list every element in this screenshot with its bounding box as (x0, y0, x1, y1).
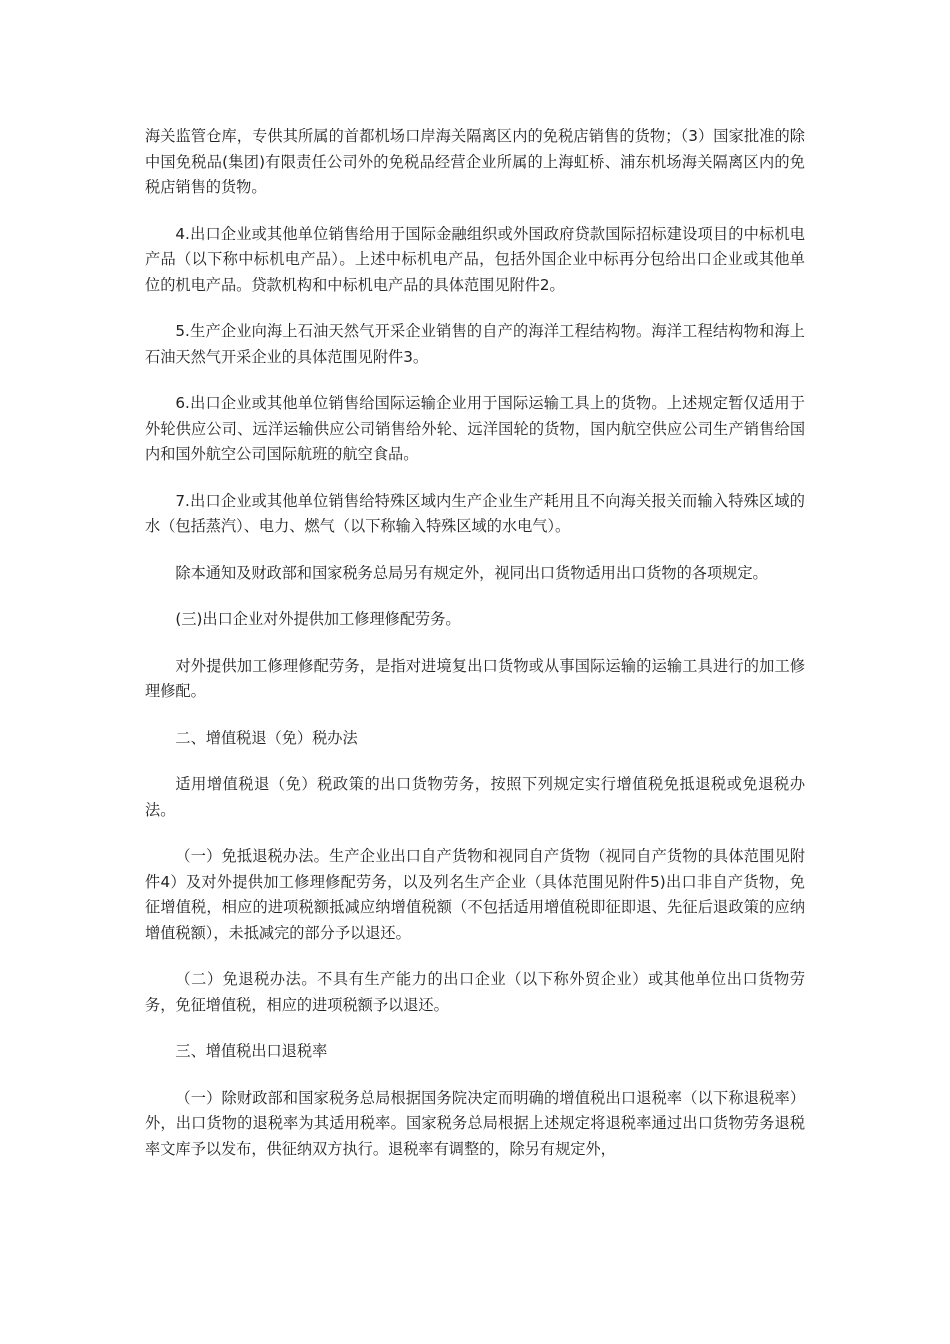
paragraph-item-6: 6.出口企业或其他单位销售给国际运输企业用于国际运输工具上的货物。上述规定暂仅适用于外轮供应公司、远洋运输供应公司销售给外轮、远洋国轮的货物，国内航空供应公司生产销售给国内和国外航空公司国际航班的航空食品。 (145, 394, 805, 463)
paragraph-refund-method-intro: 适用增值税退（免）税政策的出口货物劳务，按照下列规定实行增值税免抵退税或免退税办法。 (145, 775, 805, 819)
document-body (145, 124, 805, 1183)
paragraph-item-4: 4.出口企业或其他单位销售给用于国际金融组织或外国政府贷款国际招标建设项目的中标机电产品（以下称中标机电产品）。上述中标机电产品，包括外国企业中标再分包给出口企业或其他单位的机电产品。贷款机构和中标机电产品的具体范围见附件2。 (145, 224, 805, 294)
paragraph-deemed-export: 除本通知及财政部和国家税务总局另有规定外，视同出口货物适用出口货物的各项规定。 (175, 563, 768, 582)
section-heading-refund-method: 二、增值税退（免）税办法 (175, 728, 358, 747)
paragraph-item-5: 5.生产企业向海上石油天然气开采企业销售的自产的海洋工程结构物。海洋工程结构物和海上石油天然气开采企业的具体范围见附件3。 (145, 322, 805, 366)
paragraph-processing-services: 对外提供加工修理修配劳务，是指对进境复出口货物或从事国际运输的运输工具进行的加工修理修配。 (145, 656, 805, 700)
paragraph-item-7: 7.出口企业或其他单位销售给特殊区域内生产企业生产耗用且不向海关报关而输入特殊区域的水（包括蒸汽）、电力、燃气（以下称输入特殊区域的水电气）。 (145, 491, 805, 535)
section-heading-processing-services: (三)出口企业对外提供加工修理修配劳务。 (175, 610, 461, 628)
paragraph-exempt-refund: （二）免退税办法。不具有生产能力的出口企业（以下称外贸企业）或其他单位出口货物劳务，免征增值税，相应的进项税额予以退还。 (145, 970, 805, 1014)
paragraph-customs-warehouse: 海关监管仓库，专供其所属的首都机场口岸海关隔离区内的免税店销售的货物；（3）国家批准的除中国免税品(集团)有限责任公司外的免税品经营企业所属的上海虹桥、浦东机场海关隔离区内的免税店销售的货物。 (145, 127, 805, 196)
paragraph-refund-rate: （一）除财政部和国家税务总局根据国务院决定而明确的增值税出口退税率（以下称退税率）外，出口货物的退税率为其适用税率。国家税务总局根据上述规定将退税率通过出口货物劳务退税率文库予以发布，供征纳双方执行。退税率有调整的，除另有规定外， (145, 1088, 805, 1158)
paragraph-exempt-offset-refund: （一）免抵退税办法。生产企业出口自产货物和视同自产货物（视同自产货物的具体范围见附件4）及对外提供加工修理修配劳务，以及列名生产企业（具体范围见附件5)出口非自产货物，免征增值税，相应的进项税额抵减应纳增值税额（不包括适用增值税即征即退、先征后退政策的应纳增值税额），未抵减完的部分予以退还。 (145, 847, 805, 942)
section-heading-refund-rate: 三、增值税出口退税率 (175, 1042, 328, 1060)
